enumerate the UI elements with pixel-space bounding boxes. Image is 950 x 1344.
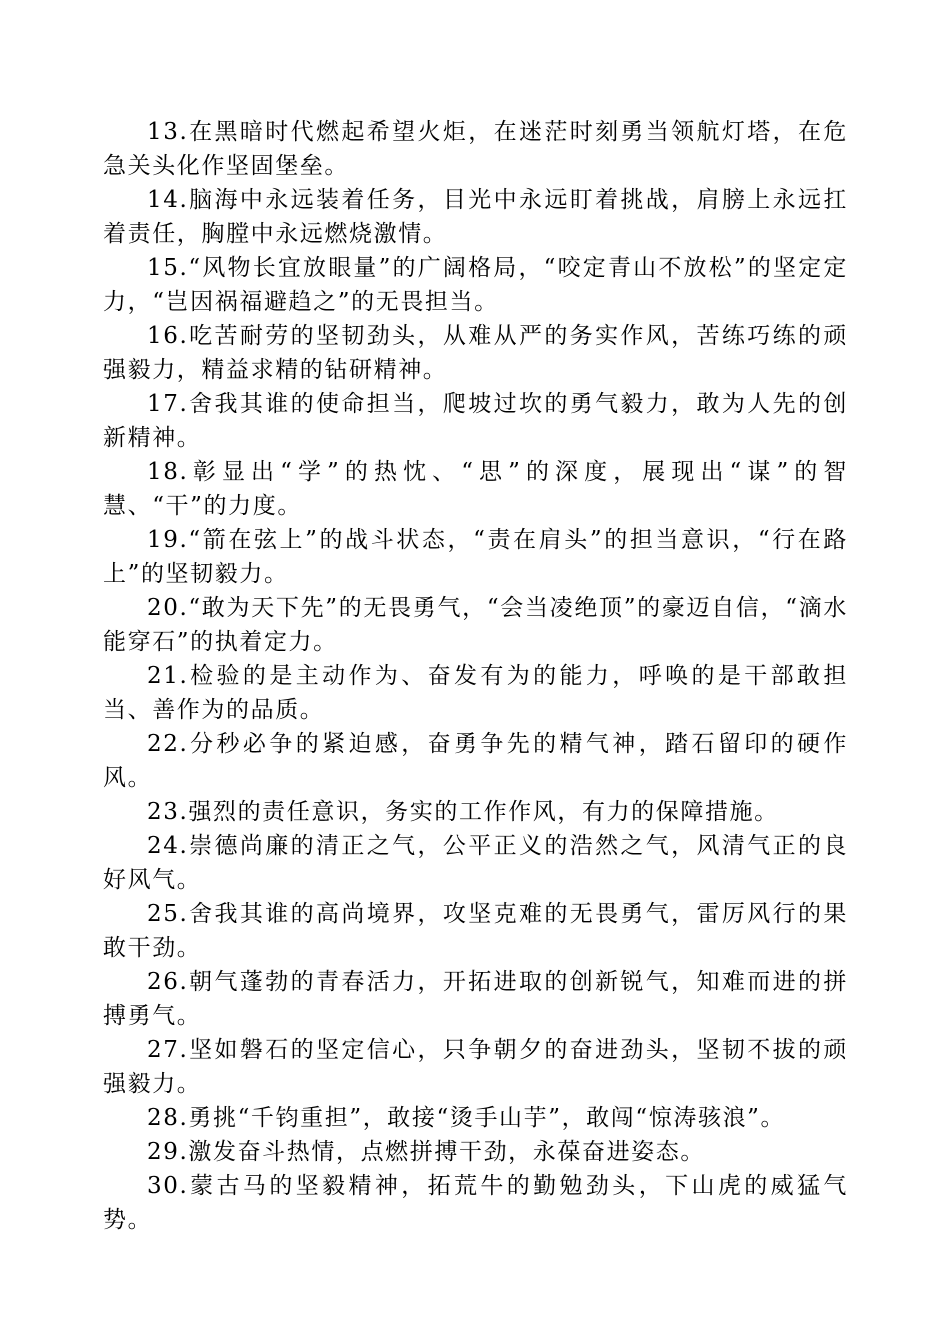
- list-item: 29.激发奋斗热情，点燃拼搏干劲，永葆奋进姿态。: [147, 1139, 705, 1165]
- list-item: 17.舍我其谁的使命担当，爬坡过坎的勇气毅力，敢为人先的创新精神。: [103, 391, 848, 451]
- list-item: 23.强烈的责任意识，务实的工作作风，有力的保障措施。: [147, 799, 779, 825]
- list-item: 27.坚如磐石的坚定信心，只争朝夕的奋进劲头，坚韧不拔的顽强毅力。: [103, 1037, 848, 1097]
- document-body: [103, 115, 848, 1237]
- list-item: 20.“敢为天下先”的无畏勇气，“会当凌绝顶”的豪迈自信，“滴水能穿石”的执着定力。: [103, 595, 848, 655]
- list-item: 24.崇德尚廉的清正之气，公平正义的浩然之气，风清气正的良好风气。: [103, 833, 848, 893]
- list-item: 16.吃苦耐劳的坚韧劲头，从难从严的务实作风，苦练巧练的顽强毅力，精益求精的钻研精神。: [103, 323, 848, 383]
- list-item: 14.脑海中永远装着任务，目光中永远盯着挑战，肩膀上永远扛着责任，胸膛中永远燃烧激情。: [103, 187, 848, 247]
- list-item: 28.勇挑“千钧重担”，敢接“烫手山芋”，敢闯“惊涛骇浪”。: [147, 1105, 786, 1131]
- list-item: 15.“风物长宜放眼量”的广阔格局，“咬定青山不放松”的坚定定力，“岂因祸福避趋之”的无畏担当。: [103, 255, 848, 315]
- list-item: 25.舍我其谁的高尚境界，攻坚克难的无畏勇气，雷厉风行的果敢干劲。: [103, 901, 848, 961]
- list-item: 26.朝气蓬勃的青春活力，开拓进取的创新锐气，知难而进的拼搏勇气。: [103, 969, 848, 1029]
- list-item: 19.“箭在弦上”的战斗状态，“责在肩头”的担当意识，“行在路上”的坚韧毅力。: [103, 527, 848, 587]
- list-item: 30.蒙古马的坚毅精神，拓荒牛的勤勉劲头，下山虎的威猛气势。: [103, 1173, 848, 1233]
- list-item: 22.分秒必争的紧迫感，奋勇争先的精气神，踏石留印的硬作风。: [103, 731, 848, 791]
- list-item: 13.在黑暗时代燃起希望火炬，在迷茫时刻勇当领航灯塔，在危急关头化作坚固堡垒。: [103, 119, 848, 179]
- list-item: 21.检验的是主动作为、奋发有为的能力，呼唤的是干部敢担当、善作为的品质。: [103, 663, 848, 723]
- list-item: 18.彰显出“学”的热忱、“思”的深度，展现出“谋”的智慧、“干”的力度。: [103, 459, 848, 519]
